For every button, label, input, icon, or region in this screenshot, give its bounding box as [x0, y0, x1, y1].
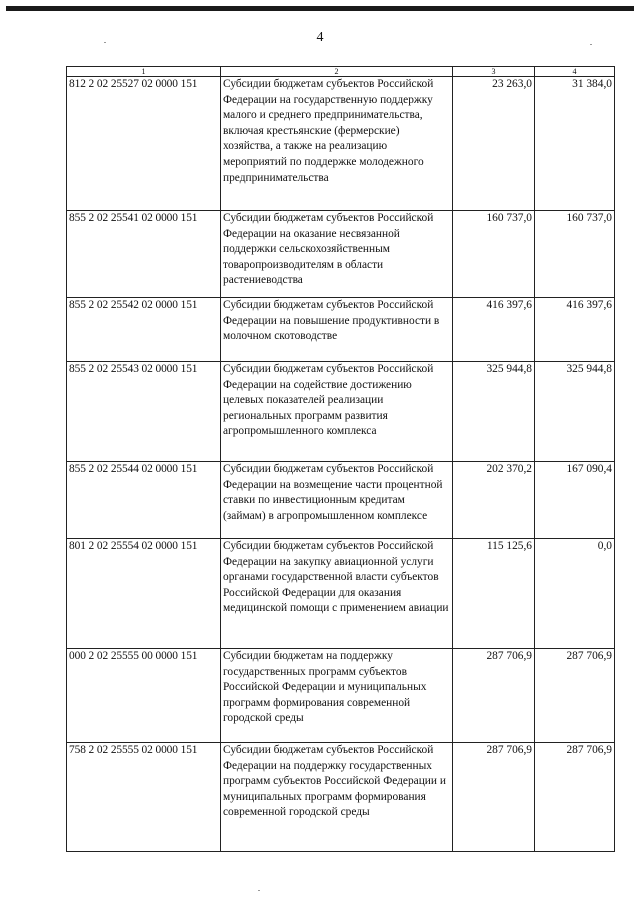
column-number-3: 3 — [453, 67, 535, 77]
description-cell: Субсидии бюджетам субъектов Российской Федерации на закупку авиационной услуги органами государственной власти субъектов Российской Федерации для оказания медицинской помощи с применением авиации — [221, 539, 453, 649]
description-cell: Субсидии бюджетам субъектов Российской Федерации на повышение продуктивности в молочном скотоводстве — [221, 298, 453, 362]
amount-col4-cell: 416 397,6 — [535, 298, 615, 362]
budget-code-cell: 801 2 02 25554 02 0000 151 — [67, 539, 221, 649]
scan-top-border — [6, 6, 634, 11]
budget-code-cell: 855 2 02 25544 02 0000 151 — [67, 462, 221, 539]
scan-speck — [104, 42, 106, 43]
page-number: 4 — [316, 30, 324, 45]
description-cell: Субсидии бюджетам на поддержку государственных программ субъектов Российской Федерации и муниципальных программ формирования современной городской среды — [221, 649, 453, 743]
table-row — [67, 362, 615, 462]
amount-col3-cell: 287 706,9 — [453, 649, 535, 743]
amount-col4-cell: 167 090,4 — [535, 462, 615, 539]
amount-col3-cell: 115 125,6 — [453, 539, 535, 649]
budget-code-cell: 812 2 02 25527 02 0000 151 — [67, 77, 221, 211]
table-row — [67, 77, 615, 211]
budget-code-cell: 758 2 02 25555 02 0000 151 — [67, 743, 221, 852]
description-cell: Субсидии бюджетам субъектов Российской Федерации на содействие достижению целевых показателей реализации региональных программ развития агропромышленного комплекса — [221, 362, 453, 462]
column-number-row — [67, 67, 615, 77]
budget-code-cell: 855 2 02 25543 02 0000 151 — [67, 362, 221, 462]
amount-col4-cell: 0,0 — [535, 539, 615, 649]
table-row — [67, 743, 615, 852]
budget-code-cell: 855 2 02 25542 02 0000 151 — [67, 298, 221, 362]
amount-col4-cell: 31 384,0 — [535, 77, 615, 211]
budget-code-cell: 855 2 02 25541 02 0000 151 — [67, 211, 221, 298]
column-number-1: 1 — [67, 67, 221, 77]
description-cell: Субсидии бюджетам субъектов Российской Федерации на поддержку государственных программ субъектов Российской Федерации и муниципальных программ формирования современной городской среды — [221, 743, 453, 852]
table-row — [67, 649, 615, 743]
amount-col4-cell: 160 737,0 — [535, 211, 615, 298]
scan-speck — [258, 890, 260, 891]
table-row — [67, 211, 615, 298]
amount-col3-cell: 287 706,9 — [453, 743, 535, 852]
amount-col4-cell: 287 706,9 — [535, 649, 615, 743]
table-row — [67, 539, 615, 649]
scan-speck — [590, 44, 592, 45]
budget-table — [66, 66, 615, 852]
column-number-2: 2 — [221, 67, 453, 77]
amount-col3-cell: 325 944,8 — [453, 362, 535, 462]
amount-col3-cell: 416 397,6 — [453, 298, 535, 362]
description-cell: Субсидии бюджетам субъектов Российской Федерации на возмещение части процентной ставки по инвестиционным кредитам (займам) в агропромышленном комплексе — [221, 462, 453, 539]
description-cell: Субсидии бюджетам субъектов Российской Федерации на государственную поддержку малого и среднего предпринимательства, включая крестьянские (фермерские) хозяйства, а также на реализацию мероприятий по поддержке молодежного предпринимательства — [221, 77, 453, 211]
amount-col3-cell: 202 370,2 — [453, 462, 535, 539]
amount-col4-cell: 325 944,8 — [535, 362, 615, 462]
table-row — [67, 462, 615, 539]
column-number-4: 4 — [535, 67, 615, 77]
amount-col3-cell: 23 263,0 — [453, 77, 535, 211]
table-row — [67, 298, 615, 362]
amount-col4-cell: 287 706,9 — [535, 743, 615, 852]
budget-code-cell: 000 2 02 25555 00 0000 151 — [67, 649, 221, 743]
amount-col3-cell: 160 737,0 — [453, 211, 535, 298]
description-cell: Субсидии бюджетам субъектов Российской Федерации на оказание несвязанной поддержки сельскохозяйственным товаропроизводителям в области растениеводства — [221, 211, 453, 298]
